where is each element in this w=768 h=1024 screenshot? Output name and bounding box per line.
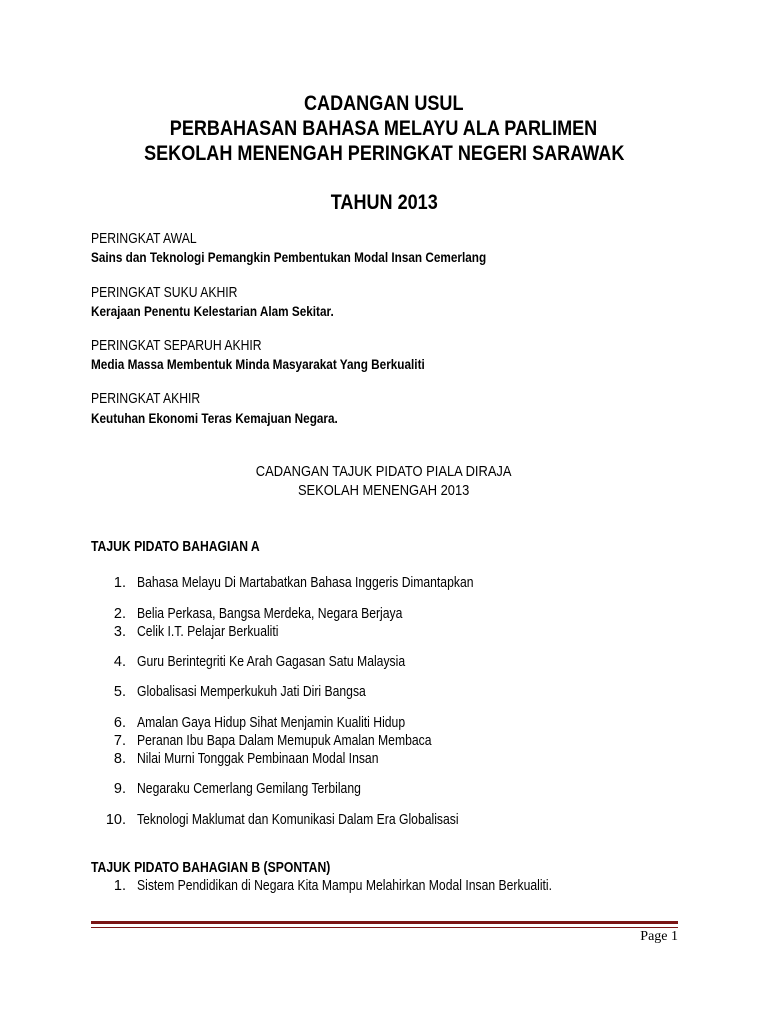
- list-item-number: 4.: [113, 654, 126, 670]
- list-item: Sistem Pendidikan di Negara Kita Mampu Melahirkan Modal Insan Berkualiti.: [137, 878, 553, 894]
- list-item-number: 7.: [113, 733, 126, 749]
- list-item: Bahasa Melayu Di Martabatkan Bahasa Inggeris Dimantapkan: [137, 575, 474, 591]
- list-item-number: 3.: [113, 624, 126, 640]
- list-item: Amalan Gaya Hidup Sihat Menjamin Kualiti Hidup: [137, 715, 406, 731]
- footer-rule-thin: [91, 927, 678, 928]
- list-item-number: 2.: [113, 606, 126, 622]
- list-item: Negaraku Cemerlang Gemilang Terbilang: [137, 781, 361, 797]
- speech-title-line-2: SEKOLAH MENENGAH 2013: [298, 482, 470, 499]
- list-item-number: 9.: [113, 781, 126, 797]
- list-item: Guru Berintegriti Ke Arah Gagasan Satu Malaysia: [137, 654, 406, 670]
- round-label: PERINGKAT SUKU AKHIR: [91, 285, 238, 301]
- list-item-number: 10.: [105, 812, 126, 828]
- list-item-number: 1.: [113, 878, 126, 894]
- speech-title-line-1: CADANGAN TAJUK PIDATO PIALA DIRAJA: [256, 463, 512, 480]
- page-number: Page 1: [640, 929, 678, 944]
- round-topic: Kerajaan Penentu Kelestarian Alam Sekitar.: [91, 303, 334, 319]
- list-item-number: 6.: [113, 715, 126, 731]
- title-line-3: SEKOLAH MENENGAH PERINGKAT NEGERI SARAWAK: [143, 142, 625, 165]
- section-a-heading: TAJUK PIDATO BAHAGIAN A: [91, 539, 260, 555]
- round-topic: Sains dan Teknologi Pemangkin Pembentukan Modal Insan Cemerlang: [91, 249, 487, 265]
- round-label: PERINGKAT SEPARUH AKHIR: [91, 338, 262, 354]
- round-label: PERINGKAT AWAL: [91, 231, 197, 247]
- list-item: Belia Perkasa, Bangsa Merdeka, Negara Berjaya: [137, 606, 403, 622]
- list-item: Nilai Murni Tonggak Pembinaan Modal Insan: [137, 751, 379, 767]
- footer-rule-thick: [91, 921, 678, 924]
- round-label: PERINGKAT AKHIR: [91, 391, 201, 407]
- section-b-heading: TAJUK PIDATO BAHAGIAN B (SPONTAN): [91, 860, 331, 876]
- title-line-2: PERBAHASAN BAHASA MELAYU ALA PARLIMEN: [170, 117, 598, 140]
- round-topic: Media Massa Membentuk Minda Masyarakat Yang Berkualiti: [91, 356, 425, 372]
- list-item: Globalisasi Memperkukuh Jati Diri Bangsa: [137, 684, 366, 700]
- list-item-number: 5.: [113, 684, 126, 700]
- list-item: Peranan Ibu Bapa Dalam Memupuk Amalan Membaca: [137, 733, 432, 749]
- list-item-number: 8.: [113, 751, 126, 767]
- list-item: Teknologi Maklumat dan Komunikasi Dalam Era Globalisasi: [137, 812, 459, 828]
- list-item: Celik I.T. Pelajar Berkualiti: [137, 624, 279, 640]
- list-item-number: 1.: [113, 575, 126, 591]
- round-topic: Keutuhan Ekonomi Teras Kemajuan Negara.: [91, 410, 338, 426]
- year-title: TAHUN 2013: [330, 191, 438, 214]
- title-line-1: CADANGAN USUL: [304, 92, 464, 115]
